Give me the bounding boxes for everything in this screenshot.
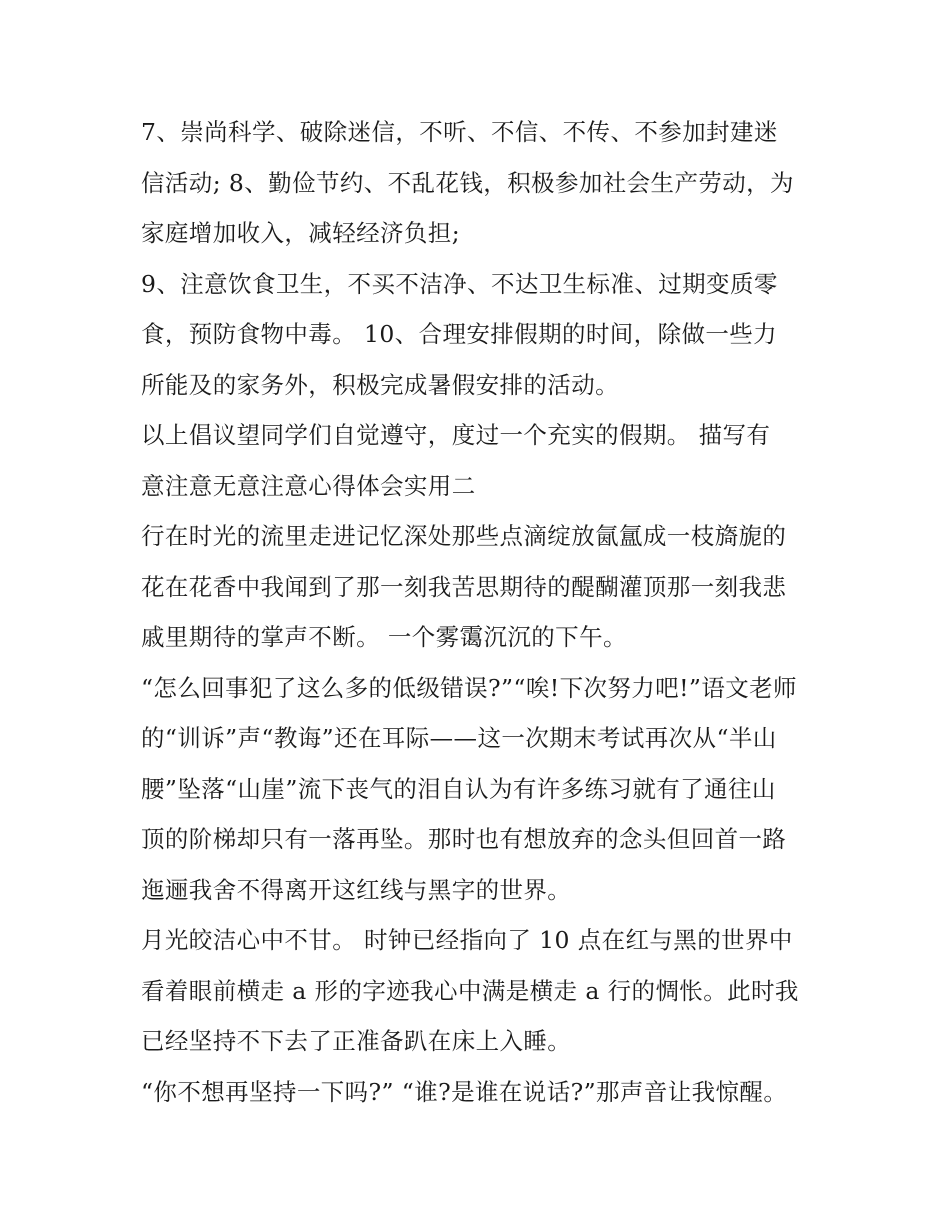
text-line: 戚里期待的掌声不断。 一个雾霭沉沉的下午。	[141, 623, 627, 651]
text-line: 食，预防食物中毒。 10、合理安排假期的时间，除做一些力	[141, 320, 778, 348]
text-line: 所能及的家务外，积极完成暑假安排的活动。	[141, 370, 619, 399]
text-line: 意注意无意注意心得体会实用二	[141, 471, 476, 500]
text-line: 看着眼前横走 a 形的字迹我心中满是横走 a 行的惆怅。此时我	[141, 976, 799, 1005]
text-line: 花在花香中我闻到了那一刻我苦思期待的醍醐灌顶那一刻我悲	[141, 572, 787, 601]
paragraph-2	[141, 259, 821, 411]
text-line: 9、注意饮食卫生，不买不洁净、不达卫生标准、过期变质零	[141, 269, 778, 298]
paragraph-4	[141, 511, 821, 663]
text-line: 行在时光的流里走进记忆深处那些点滴绽放氤氲成一枝旖旎的	[141, 522, 787, 550]
text-line: 的“训诉”声“教诲”还在耳际——这一次期末考试再次从“半山	[141, 724, 777, 752]
text-line: 腰”坠落“山崖”流下丧气的泪自认为有许多练习就有了通往山	[141, 774, 776, 803]
text-line: 月光皎洁心中不甘。 时钟已经指向了 10 点在红与黑的世界中	[141, 926, 793, 954]
text-line: 已经坚持不下去了正准备趴在床上入睡。	[141, 1027, 572, 1055]
text-line: “你不想再坚持一下吗?” “谁?是谁在说话?”那声音让我惊醒。	[141, 1077, 788, 1106]
text-line: 家庭增加收入，减轻经济负担;	[141, 219, 461, 247]
text-line: 7、崇尚科学、破除迷信，不听、不信、不传、不参加封建迷	[141, 118, 778, 146]
text-line: 信活动; 8、勤俭节约、不乱花钱，积极参加社会生产劳动，为	[141, 168, 794, 197]
paragraph-7	[141, 1067, 821, 1118]
paragraph-5	[141, 663, 821, 916]
document-body	[141, 107, 821, 1117]
text-line: “怎么回事犯了这么多的低级错误?”“唉!下次努力吧!”语文老师	[141, 673, 797, 702]
text-line: 迤逦我舍不得离开这红线与黑字的世界。	[141, 875, 572, 904]
text-line: 顶的阶梯却只有一落再坠。那时也有想放弃的念头但回首一路	[141, 825, 787, 853]
paragraph-6	[141, 915, 821, 1067]
text-line: 以上倡议望同学们自觉遵守，度过一个充实的假期。 描写有	[141, 421, 771, 449]
paragraph-1	[141, 107, 821, 259]
paragraph-3	[141, 410, 821, 511]
